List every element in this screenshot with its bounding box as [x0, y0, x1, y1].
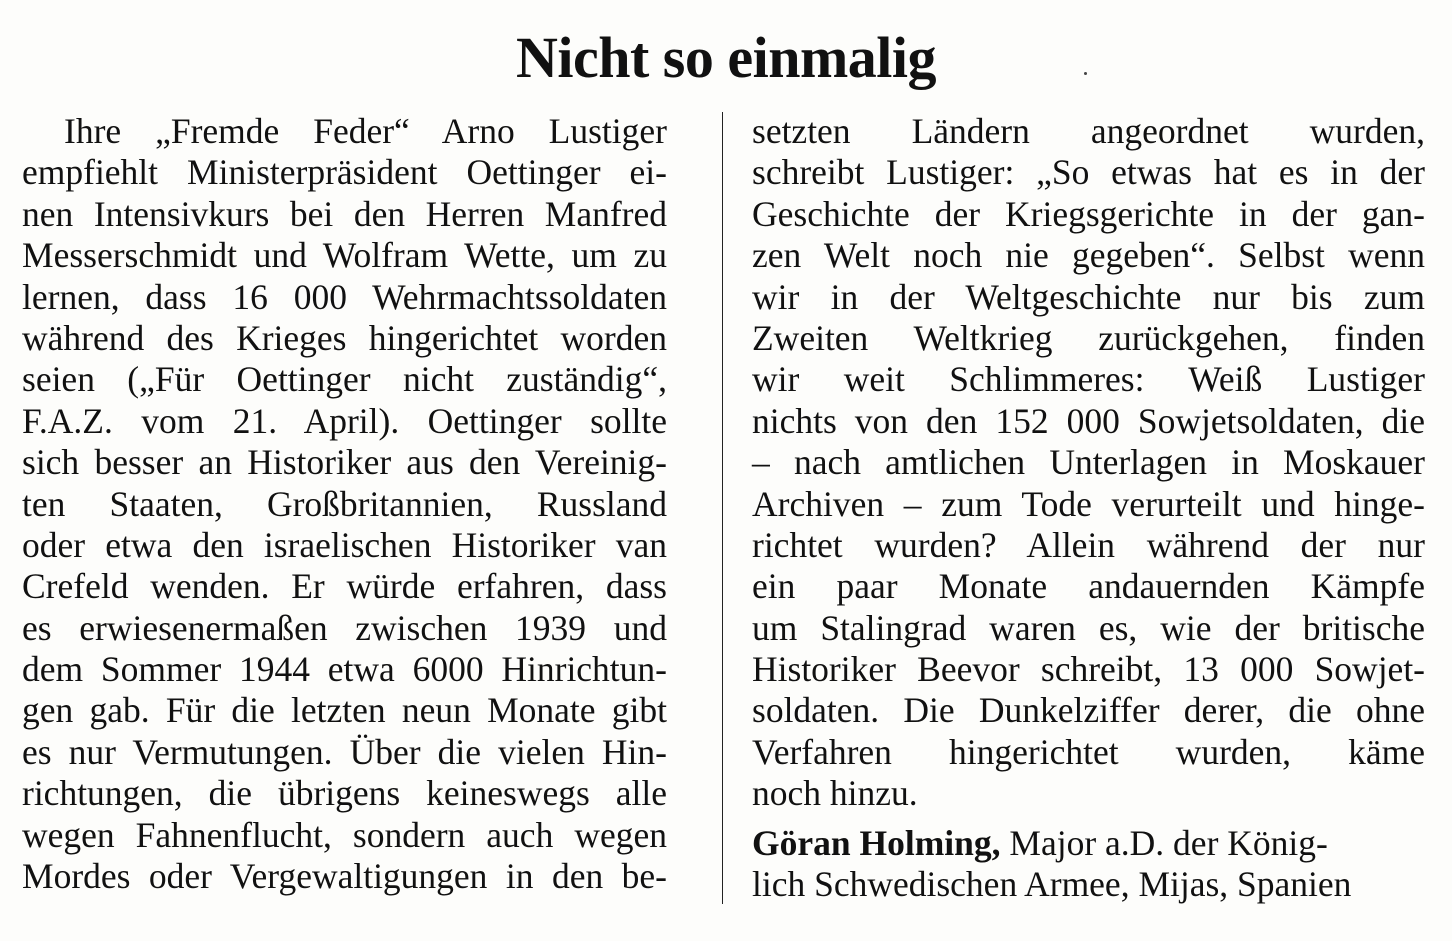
text-line: empfiehlt Ministerpräsident Oettinger ei- [22, 152, 667, 193]
print-speck [1084, 72, 1087, 75]
text-line: lernen, dass 16 000 Wehrmachtssoldaten [22, 276, 667, 317]
text-line: Ihre „Fremde Feder“ Arno Lustiger [64, 111, 667, 151]
text-line: wir weit Schlimmeres: Weiß Lustiger [752, 359, 1425, 400]
author-title: Major a.D. der König [1000, 823, 1317, 863]
text-line: – nach amtlichen Unterlagen in Moskauer [752, 442, 1425, 483]
text-line: es nur Vermutungen. Über die vielen Hin- [22, 731, 667, 772]
text-line: sich besser an Historiker aus den Vereinig- [22, 442, 667, 483]
article-headline: Nicht so einmalig [515, 25, 937, 90]
right-column [752, 111, 1425, 815]
column-divider [722, 112, 723, 904]
text-line: Crefeld wenden. Er würde erfahren, dass [22, 566, 667, 607]
author-signature [752, 823, 1425, 906]
text-line: noch hinzu. [752, 773, 918, 814]
text-line: richtet wurden? Allein während der nur [752, 524, 1425, 565]
text-line: seien („Für Oettinger nicht zuständig“, [22, 359, 667, 400]
text-line: dem Sommer 1944 etwa 6000 Hinrichtun- [22, 649, 667, 690]
text-line: ein paar Monate andauernden Kämpfe [752, 566, 1425, 607]
text-line: Messerschmidt und Wolfram Wette, um zu [22, 235, 667, 276]
signature-line: lich Schwedischen Armee, Mijas, Spanien [752, 864, 1352, 905]
text-line: soldaten. Die Dunkelziffer derer, die ohne [752, 690, 1425, 731]
text-line: Historiker Beevor schreibt, 13 000 Sowjet- [752, 649, 1425, 690]
text-line: Verfahren hingerichtet wurden, käme [752, 731, 1425, 772]
text-line: um Stalingrad waren es, wie der britische [752, 607, 1425, 648]
left-column [22, 111, 667, 897]
signature-line [752, 823, 1425, 864]
text-line: nen Intensivkurs bei den Herren Manfred [22, 193, 667, 234]
hyphen: - [1316, 823, 1328, 863]
text-line: Zweiten Weltkrieg zurückgehen, finden [752, 317, 1425, 358]
text-line: während des Krieges hingerichtet worden [22, 317, 667, 358]
text-line: wir in der Weltgeschichte nur bis zum [752, 276, 1425, 317]
text-line: Archiven – zum Tode verurteilt und hinge- [752, 483, 1425, 524]
text-line: Geschichte der Kriegsgerichte in der gan- [752, 193, 1425, 234]
text-line: oder etwa den israelischen Historiker van [22, 524, 667, 565]
text-line: setzten Ländern angeordnet wurden, [752, 111, 1425, 151]
text-line: F.A.Z. vom 21. April). Oettinger sollte [22, 400, 667, 441]
text-line: Mordes oder Vergewaltigungen in den be- [22, 856, 667, 897]
text-line: richtungen, die übrigens keineswegs alle [22, 773, 667, 814]
author-name: Göran Holming, [752, 823, 1001, 863]
text-line: zen Welt noch nie gegeben“. Selbst wenn [752, 235, 1425, 276]
text-line: gen gab. Für die letzten neun Monate gibt [22, 690, 667, 731]
text-line: wegen Fahnenflucht, sondern auch wegen [22, 814, 667, 855]
text-line: nichts von den 152 000 Sowjetsoldaten, die [752, 400, 1425, 441]
text-line: es erwiesenermaßen zwischen 1939 und [22, 607, 667, 648]
text-line: ten Staaten, Großbritannien, Russland [22, 483, 667, 524]
text-line: schreibt Lustiger: „So etwas hat es in der [752, 152, 1425, 193]
